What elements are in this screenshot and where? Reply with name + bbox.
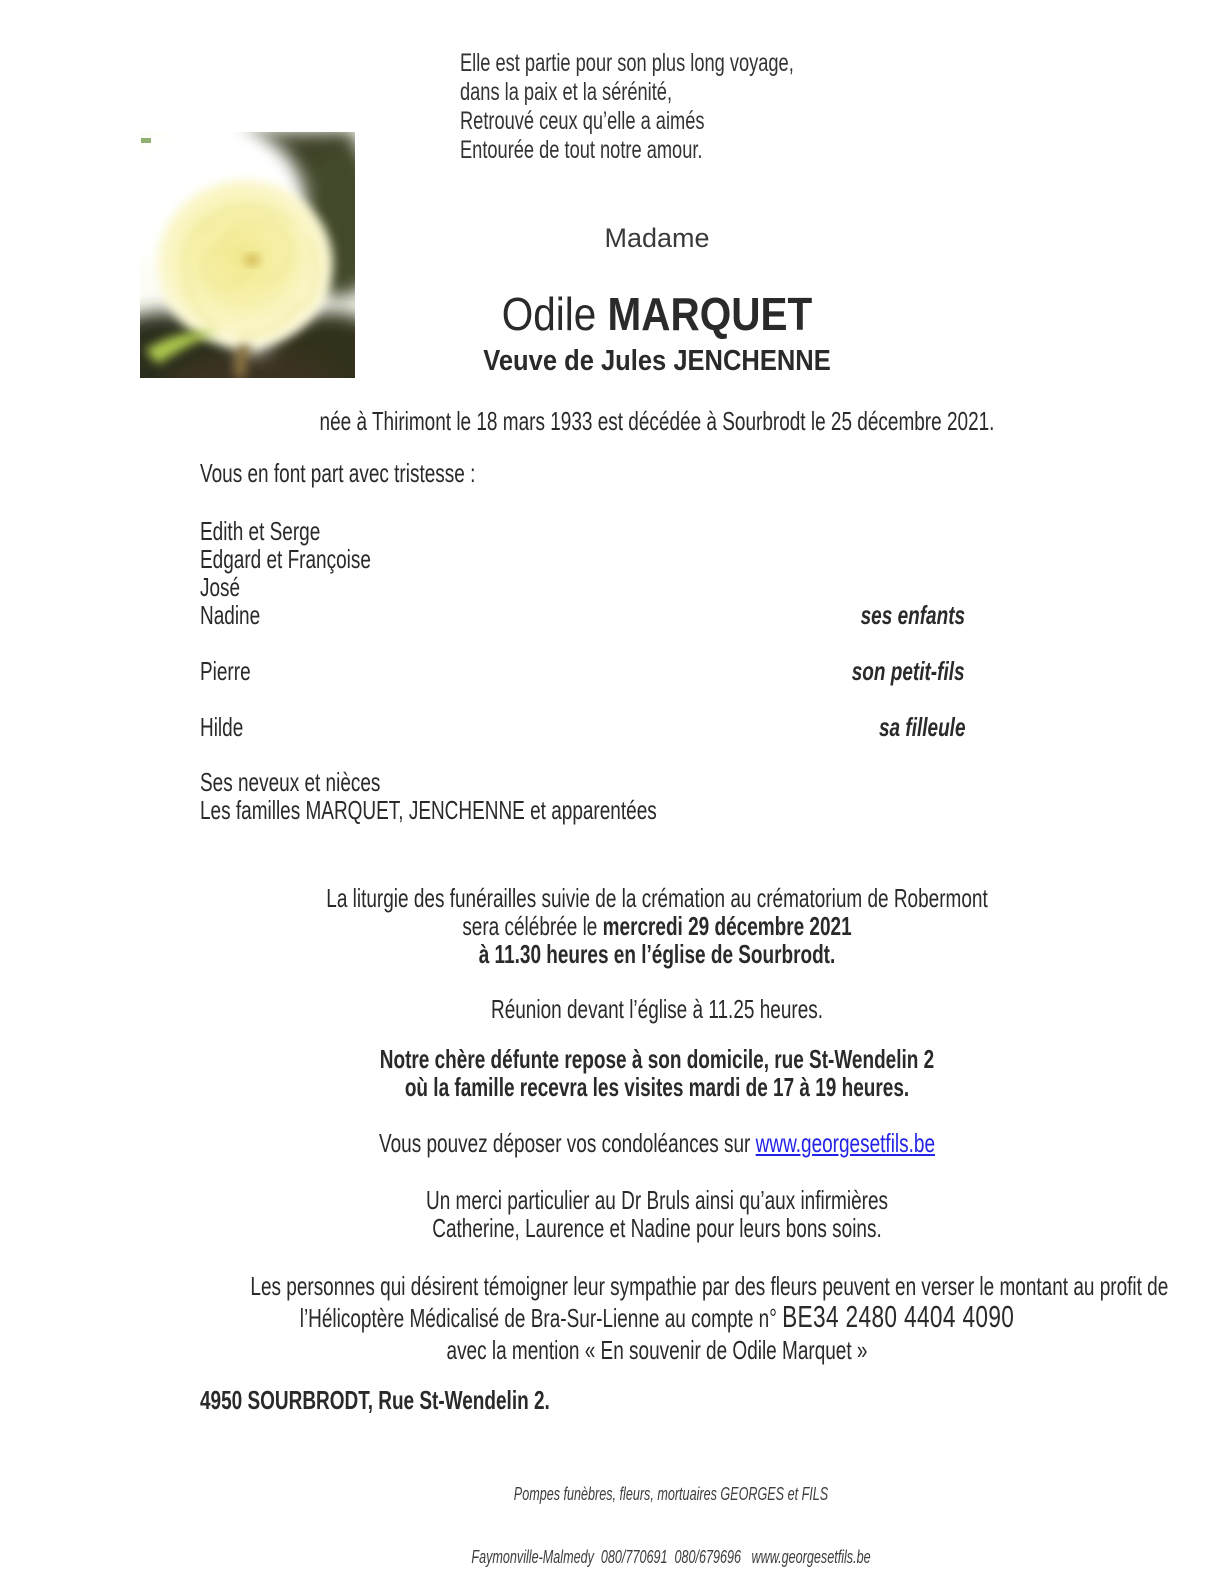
donation-account-number: BE34 2480 4404 4090 — [782, 1299, 1015, 1334]
life-dates: née à Thirimont le 18 mars 1933 est décédée à Sourbrodt le 25 décembre 2021. — [319, 406, 995, 436]
ceremony-line2 — [250, 912, 1063, 940]
relative-name: Pierre — [200, 656, 251, 686]
relative-role: ses enfants — [860, 600, 965, 630]
thanks-line1: Un merci particulier au Dr Bruls ainsi qu’aux infirmières — [426, 1185, 888, 1215]
relative-name: José — [200, 572, 241, 602]
poem-block — [460, 49, 794, 165]
funeral-home-contact: Faymonville-Malmedy 080/770691 080/679696 www.georgesetfils.be — [471, 1547, 871, 1567]
other-relatives-line: Les familles MARQUET, JENCHENNE et apparentées — [200, 795, 657, 825]
relative-name: Edith et Serge — [200, 516, 321, 546]
condolences-website-link[interactable]: www.georgesetfils.be — [755, 1128, 936, 1158]
poem-line: Retrouvé ceux qu’elle a aimés — [460, 107, 705, 135]
ceremony-date: mercredi 29 décembre 2021 — [602, 911, 852, 941]
repose-line2: où la famille recevra les visites mardi de 17 à 19 heures. — [404, 1072, 910, 1102]
other-relatives — [200, 768, 657, 824]
other-relatives-line: Ses neveux et nièces — [200, 767, 381, 797]
donation-line2-prefix: l’Hélicoptère Médicalisé de Bra-Sur-Lienne au compte n° — [299, 1303, 783, 1333]
widow-line: Veuve de Jules JENCHENNE — [483, 345, 831, 377]
relative-role: son petit-fils — [852, 656, 965, 686]
relative-group-grandson — [200, 657, 965, 685]
salutation: Madame — [604, 223, 710, 253]
condolences-line — [250, 1129, 1063, 1157]
ceremony-time-place: à 11.30 heures en l’église de Sourbrodt. — [478, 939, 836, 969]
ceremony-block — [250, 884, 1063, 968]
announcement-intro: Vous en font part avec tristesse : — [200, 458, 476, 488]
repose-block — [250, 1045, 1063, 1101]
relatives-list — [200, 517, 965, 741]
donation-block — [250, 1271, 1169, 1365]
poem-line: dans la paix et la sérénité, — [460, 78, 673, 106]
ceremony-line1: La liturgie des funérailles suivie de la crémation au crématorium de Robermont — [326, 883, 988, 913]
poem-line: Entourée de tout notre amour. — [460, 136, 703, 164]
funeral-home-name: Pompes funèbres, fleurs, mortuaires GEORGES et FILS — [513, 1484, 829, 1504]
ceremony-line2-prefix: sera célébrée le — [462, 911, 603, 941]
donation-line2 — [250, 1300, 1063, 1335]
thanks-block — [250, 1186, 1063, 1242]
rose-photo-illustration — [140, 132, 355, 378]
poem-line: Elle est partie pour son plus long voyage, — [460, 49, 794, 77]
condolences-prefix: Vous pouvez déposer vos condoléances sur — [378, 1128, 756, 1158]
deceased-name — [167, 288, 1147, 340]
repose-line1: Notre chère défunte repose à son domicile, rue St-Wendelin 2 — [379, 1044, 935, 1074]
home-address: 4950 SOURBRODT, Rue St-Wendelin 2. — [200, 1385, 550, 1415]
deceased-last-name: MARQUET — [607, 288, 813, 340]
relative-group-goddaughter — [200, 713, 965, 741]
rose-photo — [140, 132, 355, 378]
meeting-line: Réunion devant l’église à 11.25 heures. — [490, 994, 824, 1024]
relative-group-children — [200, 517, 965, 629]
donation-line1: Les personnes qui désirent témoigner leur sympathie par des fleurs peuvent en verser le montant au profit de — [250, 1271, 1169, 1301]
thanks-line2: Catherine, Laurence et Nadine pour leurs bons soins. — [432, 1213, 882, 1243]
relative-role: sa filleule — [878, 712, 965, 742]
deceased-first-name: Odile — [501, 288, 608, 340]
relative-name: Edgard et Françoise — [200, 544, 371, 574]
relative-name: Nadine — [200, 600, 261, 630]
relative-name: Hilde — [200, 712, 244, 742]
funeral-home-footer — [271, 1442, 1070, 1589]
donation-line3: avec la mention « En souvenir de Odile Marquet » — [446, 1335, 868, 1365]
